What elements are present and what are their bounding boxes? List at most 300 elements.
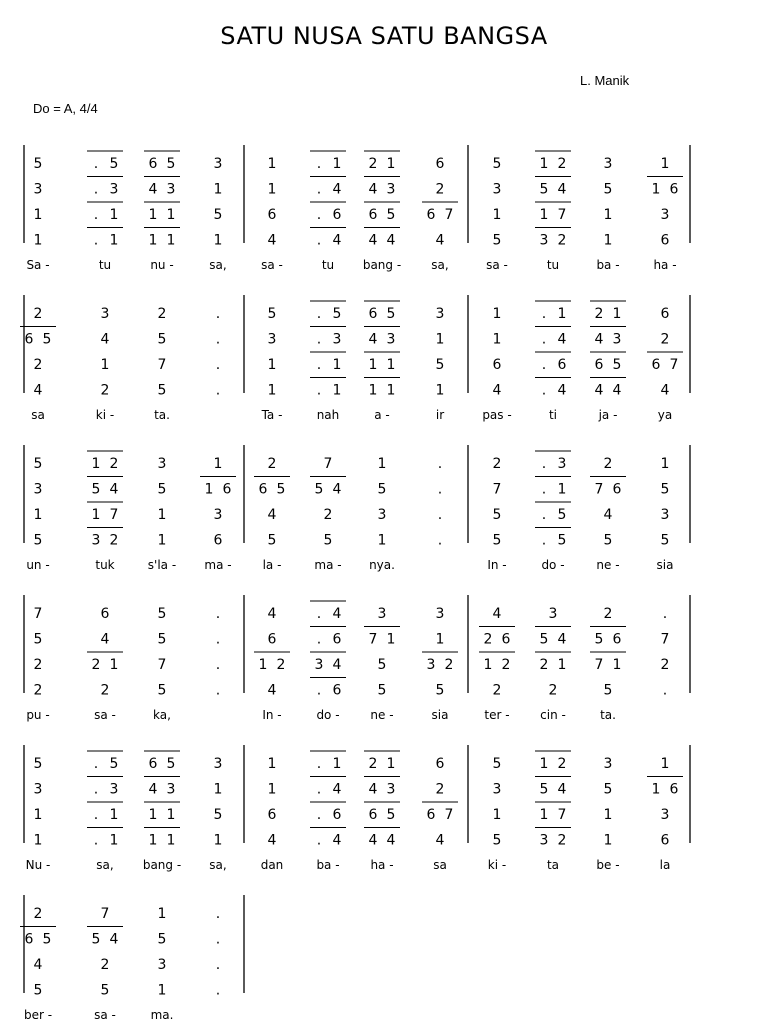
note: 3 [100,306,110,322]
note: . [93,807,99,823]
note: 1 [267,382,277,399]
note: 1 [386,156,396,172]
note: 3 [426,657,436,673]
note: 4 [368,331,378,348]
note: 1 [435,631,445,648]
note: 5 [33,456,43,472]
note: . [93,156,99,172]
note: . [437,532,443,549]
note: . [316,382,322,399]
note: 1 [213,232,223,249]
lyric-syllable: do - [316,708,340,722]
note: . [93,207,99,223]
note: 1 [492,331,502,348]
note: 1 [377,532,387,549]
note: 3 [33,481,43,498]
note: 3 [91,532,101,549]
note: . [316,306,322,322]
note: 5 [166,756,176,772]
note: 3 [213,756,223,772]
note: . [93,181,99,198]
note: 7 [109,507,119,523]
note: 2 [276,657,286,673]
lyric-syllable: bang - [362,258,402,272]
lyric-syllable: ha - [370,858,394,872]
note: . [316,631,322,648]
note: 5 [213,207,223,223]
note: 4 [368,232,378,249]
note: 2 [33,357,43,373]
lyric-syllable: sa - [94,1008,116,1022]
note: 6 [332,682,342,699]
note: 2 [557,156,567,172]
key-signature: Do = A, 4/4 [33,101,98,116]
note: 3 [314,657,324,673]
note: . [215,331,221,348]
note: 5 [42,931,52,948]
note: 5 [157,481,167,498]
note: 2 [157,306,167,322]
note: 6 [24,331,34,348]
note: . [316,781,322,798]
lyric-syllable: ha - [653,258,677,272]
note: . [541,357,547,373]
note: 3 [33,181,43,198]
note: 2 [660,657,670,673]
song-title: SATU NUSA SATU BANGSA [220,22,548,50]
note: 5 [323,532,333,549]
lyric-syllable: ber - [23,1008,53,1022]
note: 1 [660,156,670,172]
note: 1 [332,357,342,373]
lyric-syllable: In - [262,708,282,722]
note: . [316,807,322,823]
lyric-syllable: ne - [370,708,394,722]
note: 1 [332,382,342,399]
note: 5 [100,982,110,999]
note: 4 [100,631,110,648]
note: 1 [368,382,378,399]
note: 1 [267,181,277,198]
note: 4 [660,382,670,399]
note: 6 [368,207,378,223]
note: 3 [660,807,670,823]
note: 1 [213,456,223,472]
note: 3 [492,181,502,198]
note: 2 [323,507,333,523]
note: 5 [435,357,445,373]
note: 4 [332,181,342,198]
note: . [437,456,443,472]
note: 1 [557,657,567,673]
note: 5 [594,631,604,648]
note: 7 [157,357,167,373]
note: 4 [557,331,567,348]
lyric-syllable: pas - [482,408,512,422]
note: 7 [594,657,604,673]
note: . [215,306,221,322]
note: 1 [483,657,493,673]
note: 6 [213,532,223,549]
note: 2 [435,181,445,198]
note: 4 [492,606,502,622]
note: 2 [33,906,43,922]
note: 4 [368,181,378,198]
note: 2 [492,456,502,472]
note: 2 [33,657,43,673]
lyric-syllable: bang - [142,858,182,872]
note: 6 [669,781,679,798]
note: 3 [377,606,387,622]
note: 6 [660,306,670,322]
note: 3 [386,781,396,798]
note: 4 [557,382,567,399]
note: 1 [166,207,176,223]
note: 1 [651,181,661,198]
note: 1 [157,507,167,523]
note: 2 [557,232,567,249]
lyric-syllable: ma. [150,1008,174,1022]
note: 5 [603,181,613,198]
note: 6 [267,631,277,648]
lyric-syllable: sa - [486,258,508,272]
note: 3 [109,181,119,198]
note: 4 [148,181,158,198]
note: 1 [603,832,613,849]
note: 2 [435,781,445,798]
note: 6 [594,357,604,373]
note: . [316,232,322,249]
lyric-syllable: ma - [204,558,232,572]
note: 7 [669,357,679,373]
note: . [215,957,221,973]
composer-name: L. Manik [580,73,630,88]
note: 6 [612,631,622,648]
note: 5 [539,181,549,198]
note: 3 [33,781,43,798]
note: 6 [258,481,268,498]
note: 2 [539,657,549,673]
note: 5 [267,306,277,322]
note: . [93,832,99,849]
lyric-syllable: Sa - [26,258,50,272]
lyric-syllable: tu [98,258,112,272]
note: 2 [492,682,502,699]
lyric-syllable: tu [546,258,560,272]
note: 4 [386,832,396,849]
note: 6 [148,756,158,772]
note: 1 [258,657,268,673]
note: 6 [267,807,277,823]
lyric-syllable: ta. [154,408,170,422]
note: 3 [213,507,223,523]
note: 4 [603,507,613,523]
note: . [93,232,99,249]
lyric-syllable: sa, [209,858,227,872]
note: 7 [368,631,378,648]
note: . [316,181,322,198]
note: 2 [33,306,43,322]
note: 4 [267,507,277,523]
lyric-syllable: a - [374,408,390,422]
note: 6 [222,481,232,498]
lyric-syllable: tuk [95,558,115,572]
note: 1 [213,832,223,849]
note: 4 [332,232,342,249]
lyric-syllable: sa - [261,258,283,272]
note: 6 [332,631,342,648]
note: . [215,982,221,999]
note: 1 [660,456,670,472]
note: 2 [603,456,613,472]
note: 5 [33,532,43,549]
note: 5 [377,481,387,498]
note: 5 [492,832,502,849]
lyric-syllable: la [659,858,671,872]
note: 5 [33,156,43,172]
note: 1 [386,631,396,648]
note: 3 [166,781,176,798]
lyric-syllable: ki - [95,408,115,422]
note: 1 [33,807,43,823]
note: 1 [332,756,342,772]
note: 5 [314,481,324,498]
note: 7 [444,807,454,823]
note: 4 [267,232,277,249]
note: 4 [386,232,396,249]
note: . [437,507,443,523]
note: . [541,382,547,399]
note: 4 [557,181,567,198]
note: 1 [157,906,167,922]
note: 1 [213,781,223,798]
note: 5 [91,931,101,948]
note: 1 [267,781,277,798]
lyric-syllable: sa [433,858,447,872]
note: 2 [368,156,378,172]
note: 2 [100,957,110,973]
note: 6 [557,357,567,373]
lyric-syllable: sia [656,558,674,572]
note: 6 [651,357,661,373]
lyric-syllable: sa, [96,858,114,872]
note: . [541,507,547,523]
note: 3 [557,456,567,472]
note: 5 [157,682,167,699]
note: 5 [213,807,223,823]
note: 5 [492,232,502,249]
lyric-syllable: s'la - [147,558,177,572]
note: 3 [213,156,223,172]
note: 1 [557,481,567,498]
note: 7 [157,657,167,673]
note: 5 [492,532,502,549]
note: 4 [557,781,567,798]
note: 1 [267,156,277,172]
note: . [316,756,322,772]
note: 1 [166,832,176,849]
note: 7 [557,207,567,223]
note: 3 [539,232,549,249]
note: 4 [332,832,342,849]
note: 4 [332,781,342,798]
note: . [541,481,547,498]
note: 7 [33,606,43,622]
lyric-syllable: ka, [153,708,171,722]
note: 4 [557,631,567,648]
note: 4 [148,781,158,798]
note: 3 [603,756,613,772]
note: . [316,606,322,622]
note: 5 [557,532,567,549]
note: . [215,631,221,648]
note: . [662,682,668,699]
note: 1 [109,807,119,823]
note: 3 [386,331,396,348]
lyric-syllable: sa, [431,258,449,272]
note: 2 [109,532,119,549]
note: 5 [109,156,119,172]
note: 1 [33,507,43,523]
note: 4 [594,382,604,399]
note: 1 [33,832,43,849]
note: 4 [332,606,342,622]
note: 5 [660,532,670,549]
note: 2 [100,682,110,699]
note: . [316,331,322,348]
note: 4 [109,931,119,948]
lyric-syllable: Ta - [261,408,283,422]
note: 5 [603,532,613,549]
note: . [662,606,668,622]
note: . [541,306,547,322]
note: 1 [386,756,396,772]
lyric-syllable: ya [657,408,673,422]
note: 1 [213,181,223,198]
note: 1 [651,781,661,798]
note: 4 [33,382,43,399]
note: 5 [109,756,119,772]
note: 2 [483,631,493,648]
note: 2 [33,682,43,699]
note: 2 [368,756,378,772]
lyric-syllable: pu - [26,708,50,722]
note: 5 [612,357,622,373]
note: 6 [435,156,445,172]
note: 1 [166,807,176,823]
note: 6 [24,931,34,948]
note: 5 [157,331,167,348]
note: 2 [109,456,119,472]
note: 5 [157,631,167,648]
note: 1 [267,357,277,373]
lyric-syllable: ne - [596,558,620,572]
note: 1 [148,232,158,249]
note: 3 [267,331,277,348]
note: 3 [109,781,119,798]
note: 5 [386,306,396,322]
note: 6 [426,807,436,823]
note: 1 [435,331,445,348]
note: 1 [612,657,622,673]
note: 6 [492,357,502,373]
note: 1 [33,207,43,223]
note: . [316,156,322,172]
note: 6 [426,207,436,223]
note: 5 [386,207,396,223]
lyric-syllable: nah [316,408,340,422]
note: 3 [386,181,396,198]
note: 2 [100,382,110,399]
note: 1 [109,832,119,849]
note: 1 [204,481,214,498]
lyric-syllable: be - [596,858,620,872]
note: 1 [492,807,502,823]
note: 5 [492,756,502,772]
note: 2 [603,606,613,622]
note: 7 [660,631,670,648]
note: 5 [166,156,176,172]
note: 5 [603,781,613,798]
note: 6 [332,807,342,823]
note: 6 [660,832,670,849]
note: 4 [267,606,277,622]
note: 5 [157,382,167,399]
note: . [93,756,99,772]
note: 1 [435,382,445,399]
note: 4 [332,481,342,498]
note: 3 [157,957,167,973]
note: 6 [612,481,622,498]
note: 4 [267,832,277,849]
note: 4 [332,657,342,673]
note: 6 [660,232,670,249]
lyric-syllable: ki - [487,858,507,872]
note: 1 [539,807,549,823]
note: . [316,682,322,699]
lyric-syllable: nu - [150,258,174,272]
lyric-syllable: sia [431,708,449,722]
note: 1 [612,306,622,322]
note: 5 [267,532,277,549]
note: 5 [91,481,101,498]
note: 7 [557,807,567,823]
note: 1 [660,756,670,772]
note: 3 [157,456,167,472]
note: 5 [33,982,43,999]
lyric-syllable: sa, [209,258,227,272]
lyric-syllable: ma - [314,558,342,572]
note: . [541,456,547,472]
note: 7 [594,481,604,498]
note: 4 [435,832,445,849]
note: . [437,481,443,498]
lyric-syllable: ta. [600,708,616,722]
note: 1 [386,382,396,399]
note: 3 [539,832,549,849]
note: 1 [492,207,502,223]
note: 1 [267,756,277,772]
note: 4 [612,382,622,399]
note: 1 [368,357,378,373]
note: 2 [594,306,604,322]
note: 5 [435,682,445,699]
note: 1 [603,207,613,223]
note: 6 [267,207,277,223]
note: 1 [91,456,101,472]
lyric-syllable: sa - [94,708,116,722]
note: 6 [368,807,378,823]
